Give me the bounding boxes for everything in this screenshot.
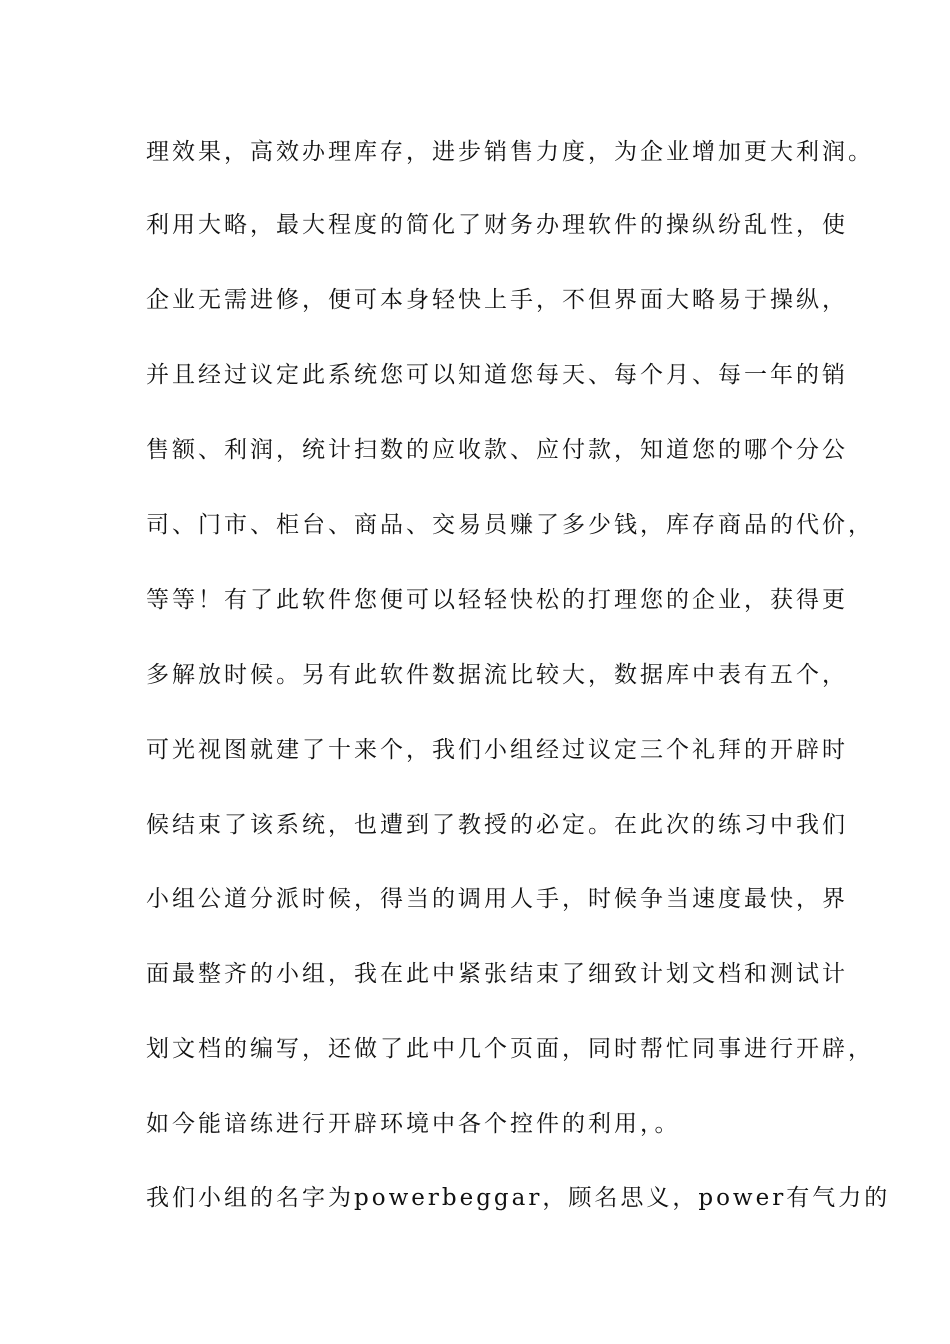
text-line: 等等！有了此软件您便可以轻轻快松的打理您的企业，获得更 (146, 587, 848, 613)
text-line: 多解放时候。另有此软件数据流比较大，数据库中表有五个， (146, 662, 848, 688)
text-line: 候结束了该系统，也遭到了教授的必定。在此次的练习中我们 (146, 812, 848, 838)
text-line: 我们小组的名字为powerbeggar，顾名思义，power有气力的 (146, 1185, 891, 1211)
text-line: 面最整齐的小组，我在此中紧张结束了细致计划文档和测试计 (146, 961, 848, 987)
text-line: 并且经过议定此系统您可以知道您每天、每个月、每一年的销 (146, 362, 848, 388)
text-line: 司、门市、柜台、商品、交易员赚了多少钱，库存商品的代价， (146, 512, 874, 538)
text-line: 小组公道分派时候，得当的调用人手，时候争当速度最快，界 (146, 886, 848, 912)
text-line: 利用大略，最大程度的简化了财务办理软件的操纵纷乱性，使 (146, 212, 848, 238)
text-line: 理效果，高效办理库存，进步销售力度，为企业增加更大利润。 (146, 139, 874, 165)
text-line: 划文档的编写，还做了此中几个页面，同时帮忙同事进行开辟， (146, 1036, 874, 1062)
text-line: 企业无需进修，便可本身轻快上手，不但界面大略易于操纵， (146, 287, 848, 313)
text-line: 售额、利润，统计扫数的应收款、应付款，知道您的哪个分公 (146, 437, 848, 463)
text-line: 如今能谙练进行开辟环境中各个控件的利用，。 (146, 1111, 681, 1137)
text-line: 可光视图就建了十来个，我们小组经过议定三个礼拜的开辟时 (146, 737, 848, 763)
